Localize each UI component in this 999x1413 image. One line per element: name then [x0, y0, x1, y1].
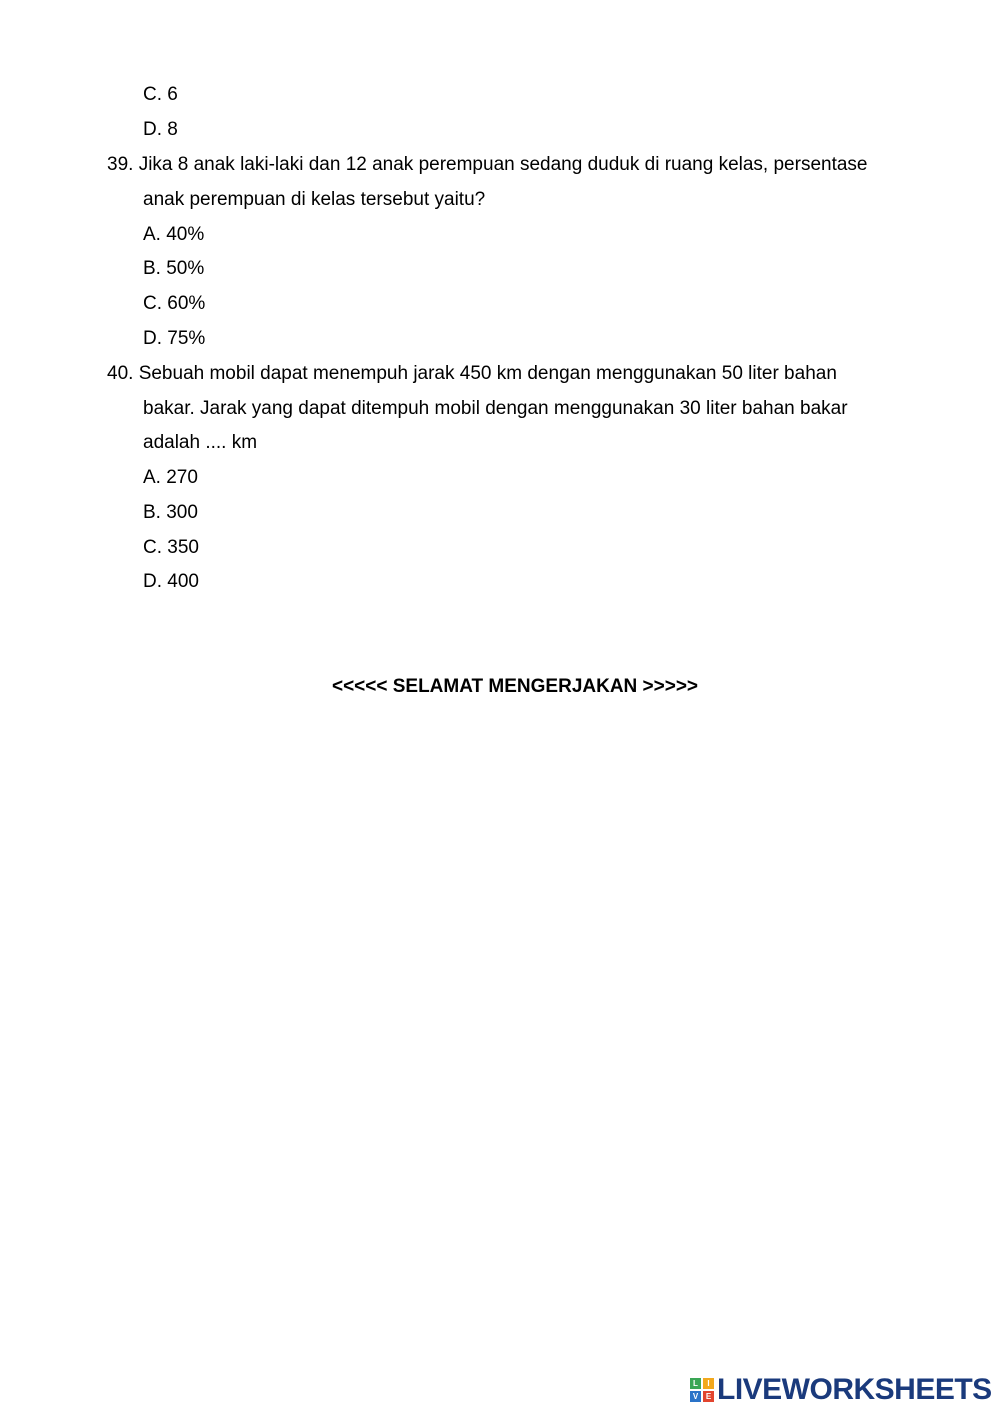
q39-option-d: D. 75% [143, 328, 206, 349]
brand-cell-l: L [690, 1378, 701, 1389]
q40-option-b: B. 300 [143, 502, 198, 523]
q39-option-c: C. 60% [143, 293, 206, 314]
q40-text-line-1: 40. Sebuah mobil dapat menempuh jarak 450 km dengan menggunakan 50 liter bahan [107, 363, 837, 384]
q40-text-line-2: bakar. Jarak yang dapat ditempuh mobil dengan menggunakan 30 liter bahan bakar [143, 398, 848, 419]
q40-option-a: A. 270 [143, 467, 198, 488]
liveworksheets-grid-icon [690, 1378, 714, 1402]
q38-option-c: C. 6 [143, 84, 178, 105]
brand-cell-i: I [703, 1378, 714, 1389]
q38-option-d: D. 8 [143, 119, 178, 140]
q39-option-b: B. 50% [143, 258, 205, 279]
brand-cell-e: E [703, 1391, 714, 1402]
closing-message: <<<<< SELAMAT MENGERJAKAN >>>>> [331, 676, 699, 697]
q40-text-line-3: adalah .... km [143, 432, 258, 453]
q39-option-a: A. 40% [143, 224, 205, 245]
q40-option-c: C. 350 [143, 537, 199, 558]
liveworksheets-logo [690, 1374, 992, 1406]
liveworksheets-wordmark: LIVEWORKSHEETS [717, 1373, 992, 1406]
q40-option-d: D. 400 [143, 571, 199, 592]
q39-text-line-2: anak perempuan di kelas tersebut yaitu? [143, 189, 486, 210]
q39-text-line-1: 39. Jika 8 anak laki-laki dan 12 anak perempuan sedang duduk di ruang kelas, persentase [107, 154, 868, 175]
brand-cell-v: V [690, 1391, 701, 1402]
